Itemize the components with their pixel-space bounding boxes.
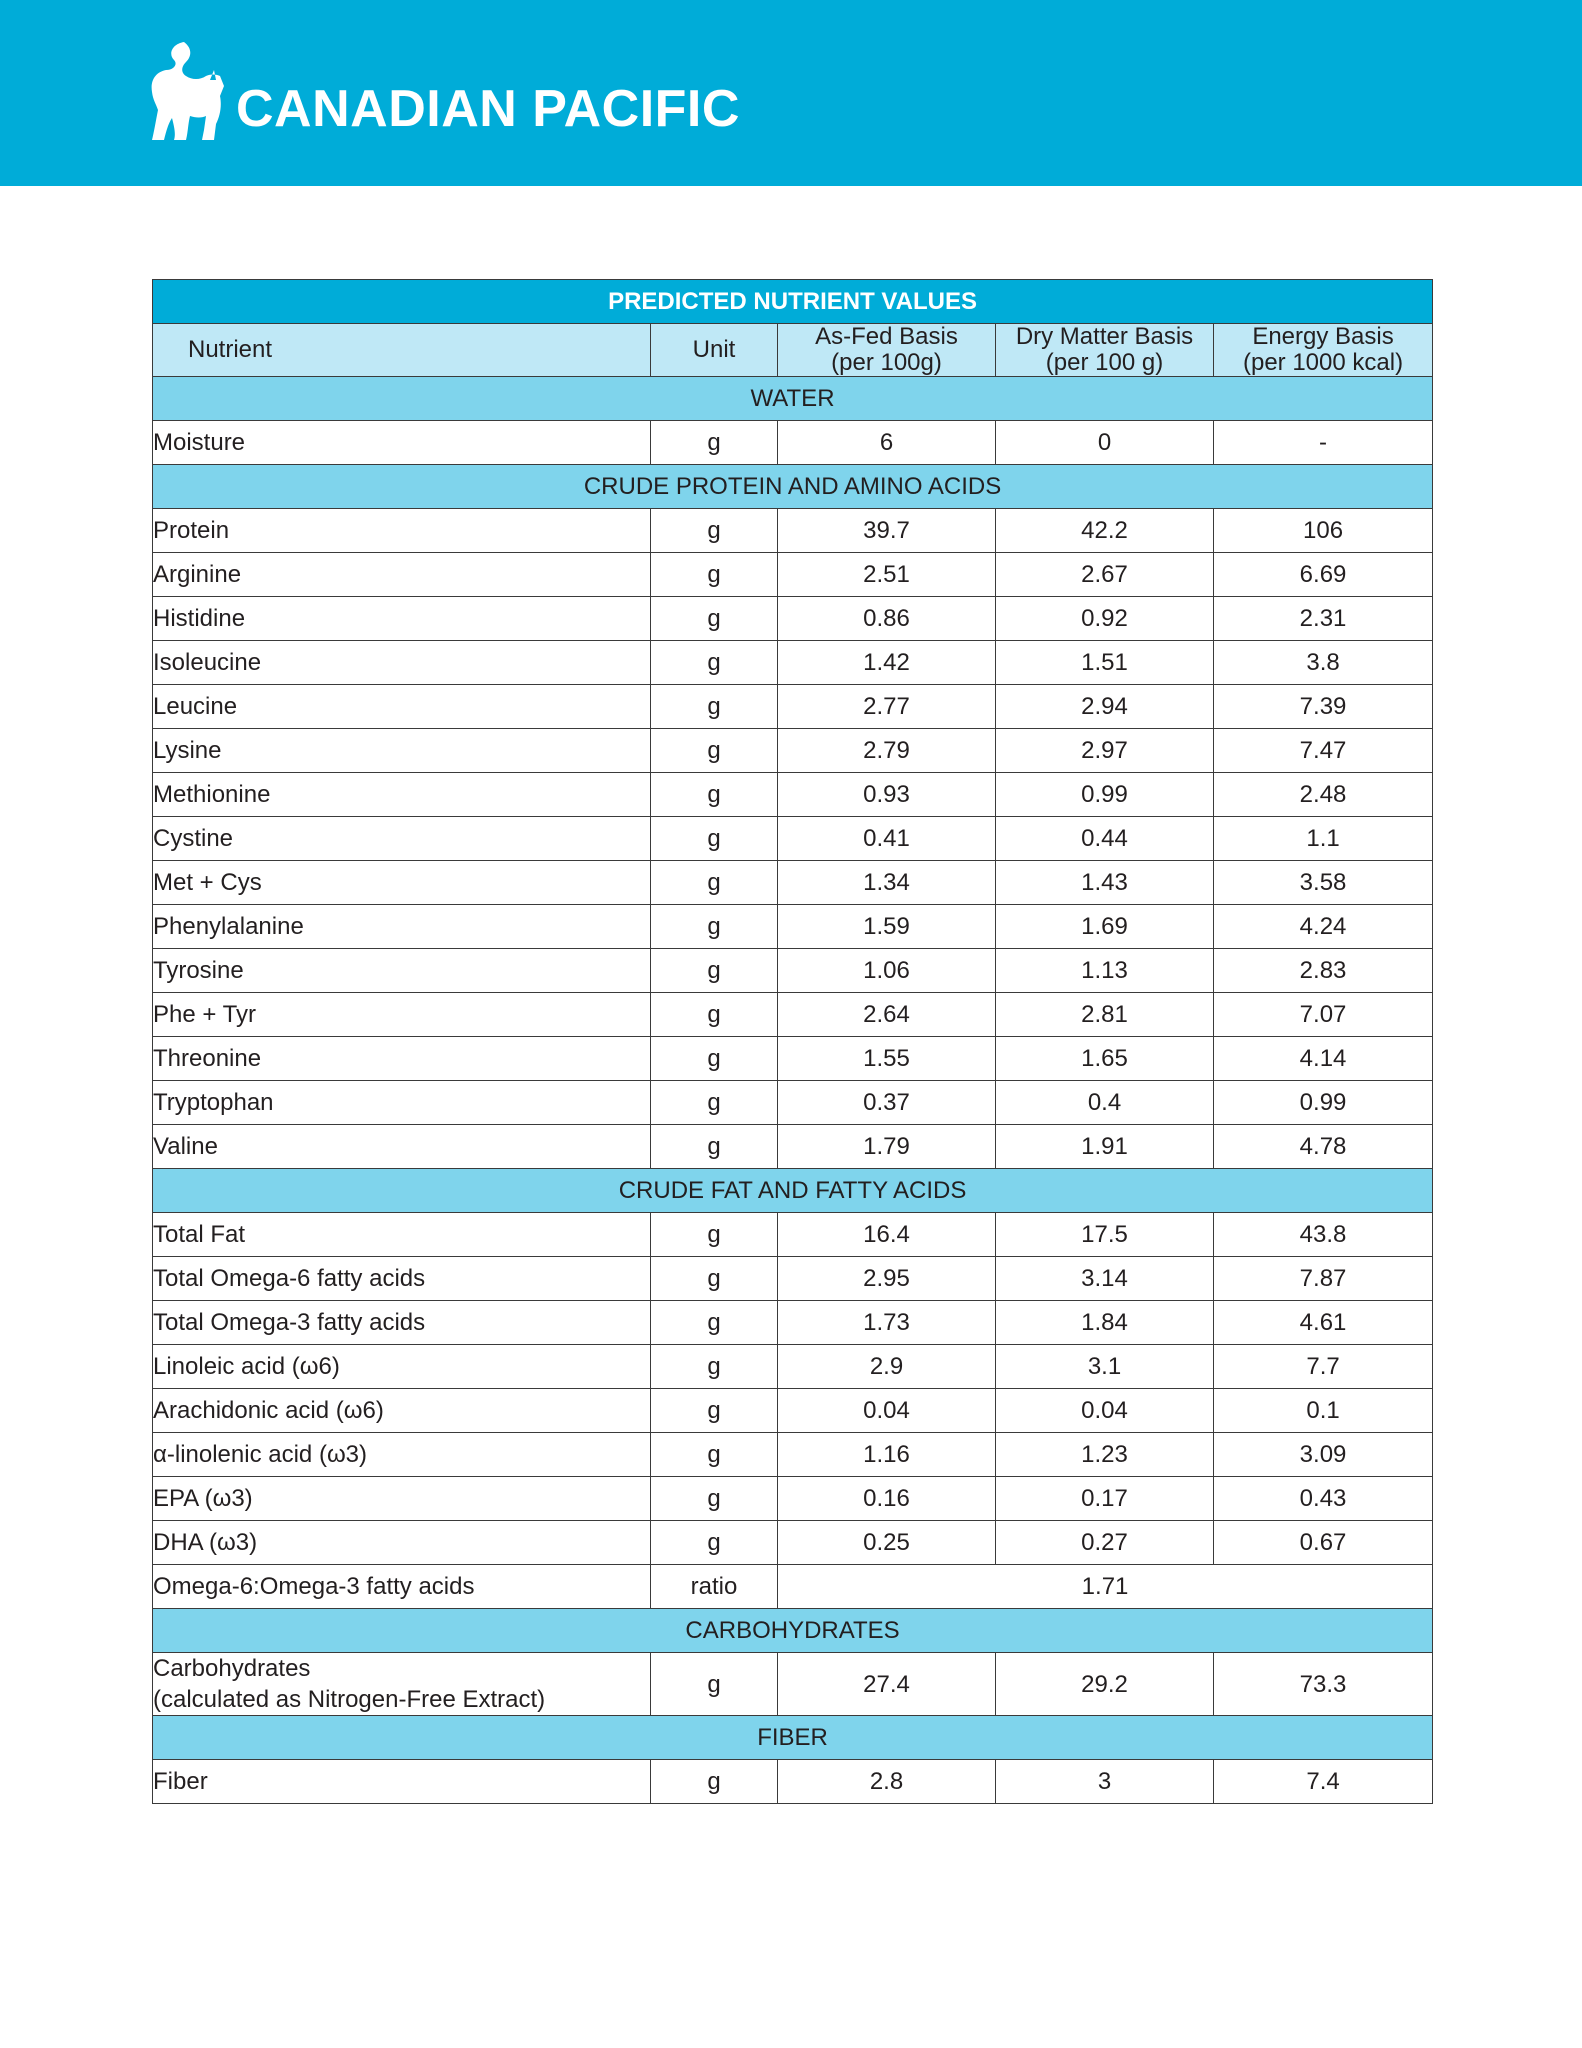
unit: g bbox=[651, 729, 778, 773]
table-row bbox=[153, 1477, 1433, 1521]
header-energy bbox=[1214, 324, 1433, 377]
energy-value: 0.43 bbox=[1214, 1477, 1433, 1521]
energy-value: 43.8 bbox=[1214, 1213, 1433, 1257]
section-title: CRUDE FAT AND FATTY ACIDS bbox=[153, 1169, 1433, 1213]
energy-value: 7.4 bbox=[1214, 1760, 1433, 1804]
table-title: PREDICTED NUTRIENT VALUES bbox=[153, 280, 1433, 324]
as-fed-value: 1.42 bbox=[778, 641, 996, 685]
energy-value: 2.48 bbox=[1214, 773, 1433, 817]
table-row bbox=[153, 773, 1433, 817]
energy-value: 3.58 bbox=[1214, 861, 1433, 905]
unit: g bbox=[651, 1213, 778, 1257]
energy-value: 4.78 bbox=[1214, 1125, 1433, 1169]
nutrient-name: EPA (ω3) bbox=[153, 1477, 651, 1521]
unit: g bbox=[651, 1477, 778, 1521]
dry-matter-value: 1.65 bbox=[996, 1037, 1214, 1081]
nutrient-name: Methionine bbox=[153, 773, 651, 817]
as-fed-value: 1.79 bbox=[778, 1125, 996, 1169]
table-row bbox=[153, 1037, 1433, 1081]
dry-matter-value: 1.23 bbox=[996, 1433, 1214, 1477]
energy-value: 4.14 bbox=[1214, 1037, 1433, 1081]
dry-matter-value: 3.1 bbox=[996, 1345, 1214, 1389]
dry-matter-value: 2.94 bbox=[996, 685, 1214, 729]
header-energy-line1: Energy Basis bbox=[1252, 323, 1394, 350]
nutrient-name: Isoleucine bbox=[153, 641, 651, 685]
section-header-row bbox=[153, 1169, 1433, 1213]
energy-value: 106 bbox=[1214, 509, 1433, 553]
energy-value: 0.99 bbox=[1214, 1081, 1433, 1125]
energy-value: 73.3 bbox=[1214, 1653, 1433, 1716]
nutrient-name: Protein bbox=[153, 509, 651, 553]
nutrient-name: Phe + Tyr bbox=[153, 993, 651, 1037]
header-dry-matter bbox=[996, 324, 1214, 377]
energy-value: 6.69 bbox=[1214, 553, 1433, 597]
header-unit: Unit bbox=[651, 324, 778, 377]
section-title: FIBER bbox=[153, 1716, 1433, 1760]
energy-value: 4.24 bbox=[1214, 905, 1433, 949]
nutrient-name: Threonine bbox=[153, 1037, 651, 1081]
unit: g bbox=[651, 1037, 778, 1081]
nutrient-name: Total Fat bbox=[153, 1213, 651, 1257]
section-header-row bbox=[153, 1716, 1433, 1760]
dry-matter-value: 42.2 bbox=[996, 509, 1214, 553]
energy-value: 3.8 bbox=[1214, 641, 1433, 685]
dry-matter-value: 1.69 bbox=[996, 905, 1214, 949]
unit: g bbox=[651, 1433, 778, 1477]
table-row bbox=[153, 509, 1433, 553]
dry-matter-value: 2.97 bbox=[996, 729, 1214, 773]
table-row bbox=[153, 553, 1433, 597]
energy-value: 0.1 bbox=[1214, 1389, 1433, 1433]
dry-matter-value: 0.17 bbox=[996, 1477, 1214, 1521]
table-row bbox=[153, 1081, 1433, 1125]
header-dry-line2: (per 100 g) bbox=[1045, 349, 1164, 376]
ratio-value: 1.71 bbox=[778, 1565, 1433, 1609]
table-row bbox=[153, 729, 1433, 773]
as-fed-value: 1.34 bbox=[778, 861, 996, 905]
table-row bbox=[153, 993, 1433, 1037]
nutrient-name: Arachidonic acid (ω6) bbox=[153, 1389, 651, 1433]
as-fed-value: 39.7 bbox=[778, 509, 996, 553]
unit: g bbox=[651, 1257, 778, 1301]
brand-name: CANADIAN PACIFIC bbox=[236, 80, 740, 138]
unit: g bbox=[651, 1301, 778, 1345]
unit: g bbox=[651, 1653, 778, 1716]
column-header-row bbox=[153, 324, 1433, 377]
table-row bbox=[153, 1433, 1433, 1477]
as-fed-value: 2.64 bbox=[778, 993, 996, 1037]
unit: g bbox=[651, 509, 778, 553]
unit: g bbox=[651, 1389, 778, 1433]
table-row bbox=[153, 641, 1433, 685]
section-title: CRUDE PROTEIN AND AMINO ACIDS bbox=[153, 465, 1433, 509]
unit: ratio bbox=[651, 1565, 778, 1609]
header-as-fed bbox=[778, 324, 996, 377]
nutrient-name: α-linolenic acid (ω3) bbox=[153, 1433, 651, 1477]
as-fed-value: 1.06 bbox=[778, 949, 996, 993]
table-row bbox=[153, 949, 1433, 993]
energy-value: 7.39 bbox=[1214, 685, 1433, 729]
nutrient-name-line2: (calculated as Nitrogen-Free Extract) bbox=[153, 1686, 546, 1713]
as-fed-value: 6 bbox=[778, 421, 996, 465]
table-row bbox=[153, 421, 1433, 465]
table-row bbox=[153, 1257, 1433, 1301]
as-fed-value: 1.73 bbox=[778, 1301, 996, 1345]
dry-matter-value: 17.5 bbox=[996, 1213, 1214, 1257]
energy-value: 2.31 bbox=[1214, 597, 1433, 641]
as-fed-value: 0.25 bbox=[778, 1521, 996, 1565]
table-row bbox=[153, 1653, 1433, 1716]
table-title-row bbox=[153, 280, 1433, 324]
unit: g bbox=[651, 817, 778, 861]
table-row bbox=[153, 1760, 1433, 1804]
energy-value: 4.61 bbox=[1214, 1301, 1433, 1345]
unit: g bbox=[651, 1125, 778, 1169]
dry-matter-value: 0.92 bbox=[996, 597, 1214, 641]
dry-matter-value: 0.27 bbox=[996, 1521, 1214, 1565]
unit: g bbox=[651, 421, 778, 465]
nutrient-name: Tyrosine bbox=[153, 949, 651, 993]
nutrient-name: Tryptophan bbox=[153, 1081, 651, 1125]
header-nutrient: Nutrient bbox=[153, 324, 651, 377]
table-row bbox=[153, 1521, 1433, 1565]
nutrient-name: Total Omega-6 fatty acids bbox=[153, 1257, 651, 1301]
header-as-fed-line1: As-Fed Basis bbox=[815, 323, 958, 350]
nutrient-name: Linoleic acid (ω6) bbox=[153, 1345, 651, 1389]
nutrient-table bbox=[152, 279, 1433, 1804]
as-fed-value: 0.37 bbox=[778, 1081, 996, 1125]
nutrient-name-line1: Carbohydrates bbox=[153, 1655, 311, 1682]
header-banner bbox=[0, 0, 1582, 186]
header-as-fed-line2: (per 100g) bbox=[831, 349, 942, 376]
nutrient-name: Fiber bbox=[153, 1760, 651, 1804]
dry-matter-value: 1.84 bbox=[996, 1301, 1214, 1345]
table-row bbox=[153, 905, 1433, 949]
unit: g bbox=[651, 685, 778, 729]
unit: g bbox=[651, 1760, 778, 1804]
unit: g bbox=[651, 905, 778, 949]
nutrient-name: Lysine bbox=[153, 729, 651, 773]
nutrient-name: Phenylalanine bbox=[153, 905, 651, 949]
nutrient-name bbox=[153, 1653, 651, 1716]
as-fed-value: 0.16 bbox=[778, 1477, 996, 1521]
dry-matter-value: 1.43 bbox=[996, 861, 1214, 905]
header-energy-line2: (per 1000 kcal) bbox=[1242, 349, 1404, 376]
section-title: CARBOHYDRATES bbox=[153, 1609, 1433, 1653]
dry-matter-value: 0 bbox=[996, 421, 1214, 465]
as-fed-value: 0.93 bbox=[778, 773, 996, 817]
unit: g bbox=[651, 861, 778, 905]
as-fed-value: 2.95 bbox=[778, 1257, 996, 1301]
as-fed-value: 1.59 bbox=[778, 905, 996, 949]
cat-silhouette-icon bbox=[144, 40, 224, 144]
table-row bbox=[153, 861, 1433, 905]
unit: g bbox=[651, 993, 778, 1037]
dry-matter-value: 29.2 bbox=[996, 1653, 1214, 1716]
unit: g bbox=[651, 553, 778, 597]
dry-matter-value: 0.4 bbox=[996, 1081, 1214, 1125]
as-fed-value: 0.41 bbox=[778, 817, 996, 861]
dry-matter-value: 2.81 bbox=[996, 993, 1214, 1037]
as-fed-value: 16.4 bbox=[778, 1213, 996, 1257]
unit: g bbox=[651, 773, 778, 817]
nutrient-name: DHA (ω3) bbox=[153, 1521, 651, 1565]
as-fed-value: 1.16 bbox=[778, 1433, 996, 1477]
table-row bbox=[153, 597, 1433, 641]
table-row bbox=[153, 1389, 1433, 1433]
dry-matter-value: 0.99 bbox=[996, 773, 1214, 817]
dry-matter-value: 0.44 bbox=[996, 817, 1214, 861]
table-row bbox=[153, 817, 1433, 861]
energy-value: 3.09 bbox=[1214, 1433, 1433, 1477]
header-dry-line1: Dry Matter Basis bbox=[1015, 323, 1194, 350]
nutrient-name: Met + Cys bbox=[153, 861, 651, 905]
energy-value: 7.87 bbox=[1214, 1257, 1433, 1301]
unit: g bbox=[651, 949, 778, 993]
energy-value: 7.47 bbox=[1214, 729, 1433, 773]
energy-value: - bbox=[1214, 421, 1433, 465]
as-fed-value: 27.4 bbox=[778, 1653, 996, 1716]
as-fed-value: 2.8 bbox=[778, 1760, 996, 1804]
nutrient-name: Omega-6:Omega-3 fatty acids bbox=[153, 1565, 651, 1609]
energy-value: 2.83 bbox=[1214, 949, 1433, 993]
table-row bbox=[153, 1345, 1433, 1389]
energy-value: 7.7 bbox=[1214, 1345, 1433, 1389]
energy-value: 0.67 bbox=[1214, 1521, 1433, 1565]
energy-value: 7.07 bbox=[1214, 993, 1433, 1037]
unit: g bbox=[651, 1345, 778, 1389]
unit: g bbox=[651, 641, 778, 685]
table-row bbox=[153, 1213, 1433, 1257]
dry-matter-value: 3.14 bbox=[996, 1257, 1214, 1301]
section-header-row bbox=[153, 377, 1433, 421]
energy-value: 1.1 bbox=[1214, 817, 1433, 861]
as-fed-value: 2.51 bbox=[778, 553, 996, 597]
section-header-row bbox=[153, 465, 1433, 509]
as-fed-value: 2.77 bbox=[778, 685, 996, 729]
nutrient-name: Cystine bbox=[153, 817, 651, 861]
nutrient-name: Moisture bbox=[153, 421, 651, 465]
section-title: WATER bbox=[153, 377, 1433, 421]
dry-matter-value: 0.04 bbox=[996, 1389, 1214, 1433]
as-fed-value: 1.55 bbox=[778, 1037, 996, 1081]
dry-matter-value: 1.91 bbox=[996, 1125, 1214, 1169]
as-fed-value: 0.04 bbox=[778, 1389, 996, 1433]
nutrient-name: Histidine bbox=[153, 597, 651, 641]
unit: g bbox=[651, 1081, 778, 1125]
unit: g bbox=[651, 1521, 778, 1565]
dry-matter-value: 3 bbox=[996, 1760, 1214, 1804]
nutrient-name: Arginine bbox=[153, 553, 651, 597]
table-row bbox=[153, 1125, 1433, 1169]
dry-matter-value: 1.13 bbox=[996, 949, 1214, 993]
dry-matter-value: 2.67 bbox=[996, 553, 1214, 597]
table-row bbox=[153, 1301, 1433, 1345]
nutrient-name: Leucine bbox=[153, 685, 651, 729]
as-fed-value: 2.9 bbox=[778, 1345, 996, 1389]
table-row bbox=[153, 1565, 1433, 1609]
as-fed-value: 0.86 bbox=[778, 597, 996, 641]
unit: g bbox=[651, 597, 778, 641]
dry-matter-value: 1.51 bbox=[996, 641, 1214, 685]
table-row bbox=[153, 685, 1433, 729]
nutrient-name: Valine bbox=[153, 1125, 651, 1169]
nutrient-name: Total Omega-3 fatty acids bbox=[153, 1301, 651, 1345]
as-fed-value: 2.79 bbox=[778, 729, 996, 773]
section-header-row bbox=[153, 1609, 1433, 1653]
